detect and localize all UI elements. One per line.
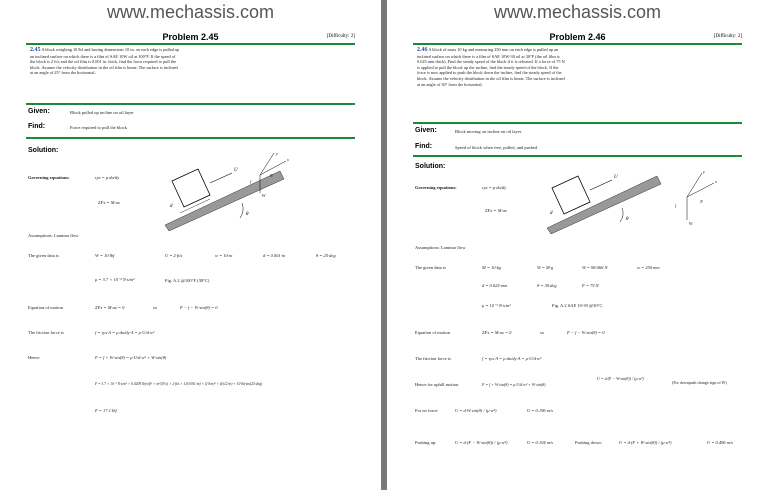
diagram-label-theta: θ <box>626 217 629 222</box>
hence-eq: F = f + W·sin(θ) = μ·U/d·w² + W·sin(θ) <box>95 355 167 360</box>
gd-width: w = 250·mm <box>637 265 660 270</box>
gd-weight: W = 98.066·N <box>582 265 608 270</box>
gd-viscosity: μ = 3.7 × 10⁻² N·s/m² <box>95 277 135 282</box>
noforce-result: U = 0.196 m/s <box>527 408 554 413</box>
diagram-label-W: W <box>262 193 266 198</box>
statement-text: A block of mass 10 kg and measuring 250 mm on each edge is pulled up an inclined surface on which there is a film of SAE 10W-30 oil at 30°F (the oil film is 0.025 mm thick). Find the steady speed of the block if it is released. If a force of 75 N is applied to pull the block up the incline, find the steady speed of the block. If the force is now applied to push the block down the incline, find the steady speed of the block. Assume the velocity distribution in the oil film is linear. The surface is inclined at an angle of 30° from the horizontal. <box>417 47 565 87</box>
statement-rule <box>413 122 742 124</box>
axis-y <box>260 153 274 175</box>
given-text: Block moving on incline on oil layer <box>455 129 522 134</box>
problem-title: Problem 2.46 <box>549 32 606 42</box>
problem-statement <box>417 47 567 87</box>
diagram-label-f: f <box>675 203 677 208</box>
eom-so: so <box>540 330 545 335</box>
page-problem-2-46 <box>387 0 768 490</box>
incline-diagram <box>150 143 290 233</box>
problem-title: Problem 2.45 <box>162 32 219 42</box>
diagram-label-y: y <box>276 151 278 156</box>
diagram-label-W: W <box>689 221 693 226</box>
diagram-label-U: U <box>614 175 618 180</box>
eom-eq: ΣFx = M·ax = 0 <box>95 305 125 310</box>
find-rule <box>413 155 742 157</box>
pushdown-result: U = 0.496 m/s <box>707 440 734 445</box>
statement-rule <box>26 103 355 105</box>
eom-label: Equation of motion <box>415 330 450 335</box>
block <box>552 176 590 214</box>
calc-eq: F = 3.7 × 10⁻² N·s/m² × 0.0209 lbf·s/ft² × m²/(N·s) × 2·ft/s × 1/(0.001·in) × (10·in)² × ft/(12·in) + 10·lbf·sin(25·deg) <box>95 382 263 386</box>
downhill-note: (For downpush change sign of W) <box>672 380 727 385</box>
force-diagram <box>672 165 732 235</box>
pushup-result: U = 0.104 m/s <box>527 440 554 445</box>
diagram-label-d: d <box>550 211 553 216</box>
angle-arc <box>240 203 243 218</box>
pushdown-label: Pushing down: <box>575 440 602 445</box>
noforce-label: For no force: <box>415 408 439 413</box>
difficulty-label: [Difficulty: 2] <box>326 34 355 39</box>
gd-weight: W = 10·lbf <box>95 253 115 258</box>
diagram-label-d: d <box>170 204 173 209</box>
problem-number: 2.45 <box>30 47 41 53</box>
find-text: Force required to pull the block <box>70 125 127 130</box>
statement-text: A block weighing 10 lbf and having dimensions 10 in. on each edge is pulled up an inclined surface on which there is a film of SAE 10W oil at 100°F. If the speed of the block is 2 ft/s and the oil film is 0.001 in. thick, find the force required to pull the block. Assume the velocity distribution in the oil film is linear. The surface is inclined at an angle of 25° from the horizontal. <box>30 47 180 76</box>
find-label: Find: <box>28 123 46 130</box>
noforce-eq: U = d·W·sin(θ) / (μ·w²) <box>455 408 497 413</box>
friction-label: The friction force is <box>28 330 64 335</box>
velocity-arrow <box>210 173 232 183</box>
top-rule <box>26 43 355 45</box>
find-text: Speed of block when free, pulled, and pushed <box>455 145 538 150</box>
uphill-label: Hence for uphill motion <box>415 382 459 387</box>
given-label: Given: <box>415 127 437 134</box>
diagram-label-U: U <box>234 168 238 173</box>
diagram-label-x: x <box>715 179 717 184</box>
difficulty-label: [Difficulty: 2] <box>713 34 742 39</box>
friction-eq: f = τyx·A = μ·du/dy·A = μ·U/d·w² <box>95 330 155 335</box>
gd-weight-def: W = M·g <box>537 265 554 270</box>
governing-eq-shear: τyx = μ·du/dy <box>95 175 120 180</box>
incline-diagram <box>532 158 672 238</box>
governing-eq-shear: τyx = μ·du/dy <box>482 185 507 190</box>
friction-eq: f = τyx·A = μ·du/dy·A = μ·U/d·w² <box>482 356 542 361</box>
diagram-label-x: x <box>287 157 289 162</box>
top-rule <box>413 43 742 45</box>
gd-angle: θ = 25·deg <box>316 253 336 258</box>
assumptions: Assumptions: Laminar flow <box>415 245 466 250</box>
pushup-eq: U = d·(F − W·sin(θ)) / (μ·w²) <box>455 440 508 445</box>
gd-force: F = 75·N <box>582 283 599 288</box>
axis-y <box>687 173 702 197</box>
governing-label: Governing equations: <box>415 185 457 190</box>
axis-x <box>687 183 714 197</box>
diagram-label-N: N <box>270 173 273 178</box>
uphill-U: U = d·(F − W·sin(θ)) / (μ·w²) <box>597 376 644 381</box>
given-text: Block pulled up incline on oil layer <box>70 110 134 115</box>
find-label: Find: <box>415 143 433 150</box>
gd-thickness: d = 0.025·mm <box>482 283 508 288</box>
given-data-label: The given data is <box>415 265 446 270</box>
velocity-arrow <box>590 180 612 190</box>
solution-label: Solution: <box>28 147 59 154</box>
given-label: Given: <box>28 108 50 115</box>
solution-label: Solution: <box>415 163 446 170</box>
find-rule <box>26 137 355 139</box>
given-data-label: The given data is <box>28 253 59 258</box>
axis-x <box>260 161 286 175</box>
eom-so: so <box>153 305 158 310</box>
gd-mass: M = 10·kg <box>482 265 501 270</box>
gd-width: w = 10·in <box>215 253 233 258</box>
eom-eq: ΣFx = M·ax = 0 <box>482 330 512 335</box>
site-header: www.mechassis.com <box>493 2 662 22</box>
block <box>172 169 210 207</box>
gd-thickness: d = 0.001·in <box>263 253 286 258</box>
uphill-eq: F = f + W·sin(θ) = μ·U/d·w² + W·sin(θ) <box>482 382 546 387</box>
diagram-label-y: y <box>703 169 705 174</box>
diagram-label-theta: θ <box>246 212 249 217</box>
problem-number: 2.46 <box>417 47 428 53</box>
problem-statement <box>30 47 180 76</box>
assumptions: Assumptions: Laminar flow <box>28 233 79 238</box>
site-header: www.mechassis.com <box>106 2 275 22</box>
gd-viscosity: μ = 10⁻¹ N·s/m² <box>482 303 511 308</box>
hence-label: Hence <box>28 355 40 360</box>
angle-arc <box>620 208 623 222</box>
governing-eq-force: ΣFx = M·ax <box>485 208 507 213</box>
pushup-label: Pushing up: <box>415 440 437 445</box>
diagram-label-f: f <box>250 179 252 184</box>
gd-fig-ref: Fig. A.2 @100°F (38°C) <box>165 278 210 283</box>
eom-result: F − f − W·sin(θ) = 0 <box>180 305 218 310</box>
governing-label: Governing equations: <box>28 175 70 180</box>
pushdown-eq: U = d·(F + W·sin(θ)) / (μ·w²) <box>619 440 672 445</box>
page-problem-2-45 <box>0 0 381 490</box>
governing-eq-force: ΣFx = M·ax <box>98 200 120 205</box>
diagram-label-N: N <box>700 199 703 204</box>
friction-label: The friction force is <box>415 356 451 361</box>
eom-label: Equation of motion <box>28 305 63 310</box>
gd-speed: U = 2·ft/s <box>165 253 183 258</box>
gd-angle: θ = 30·deg <box>537 283 557 288</box>
result: F = 17.1·lbf <box>95 408 117 413</box>
eom-result: F − f − W·sin(θ) = 0 <box>567 330 605 335</box>
gd-fig-ref: Fig. A.2 SAE 10-39 @30°C <box>552 303 603 308</box>
